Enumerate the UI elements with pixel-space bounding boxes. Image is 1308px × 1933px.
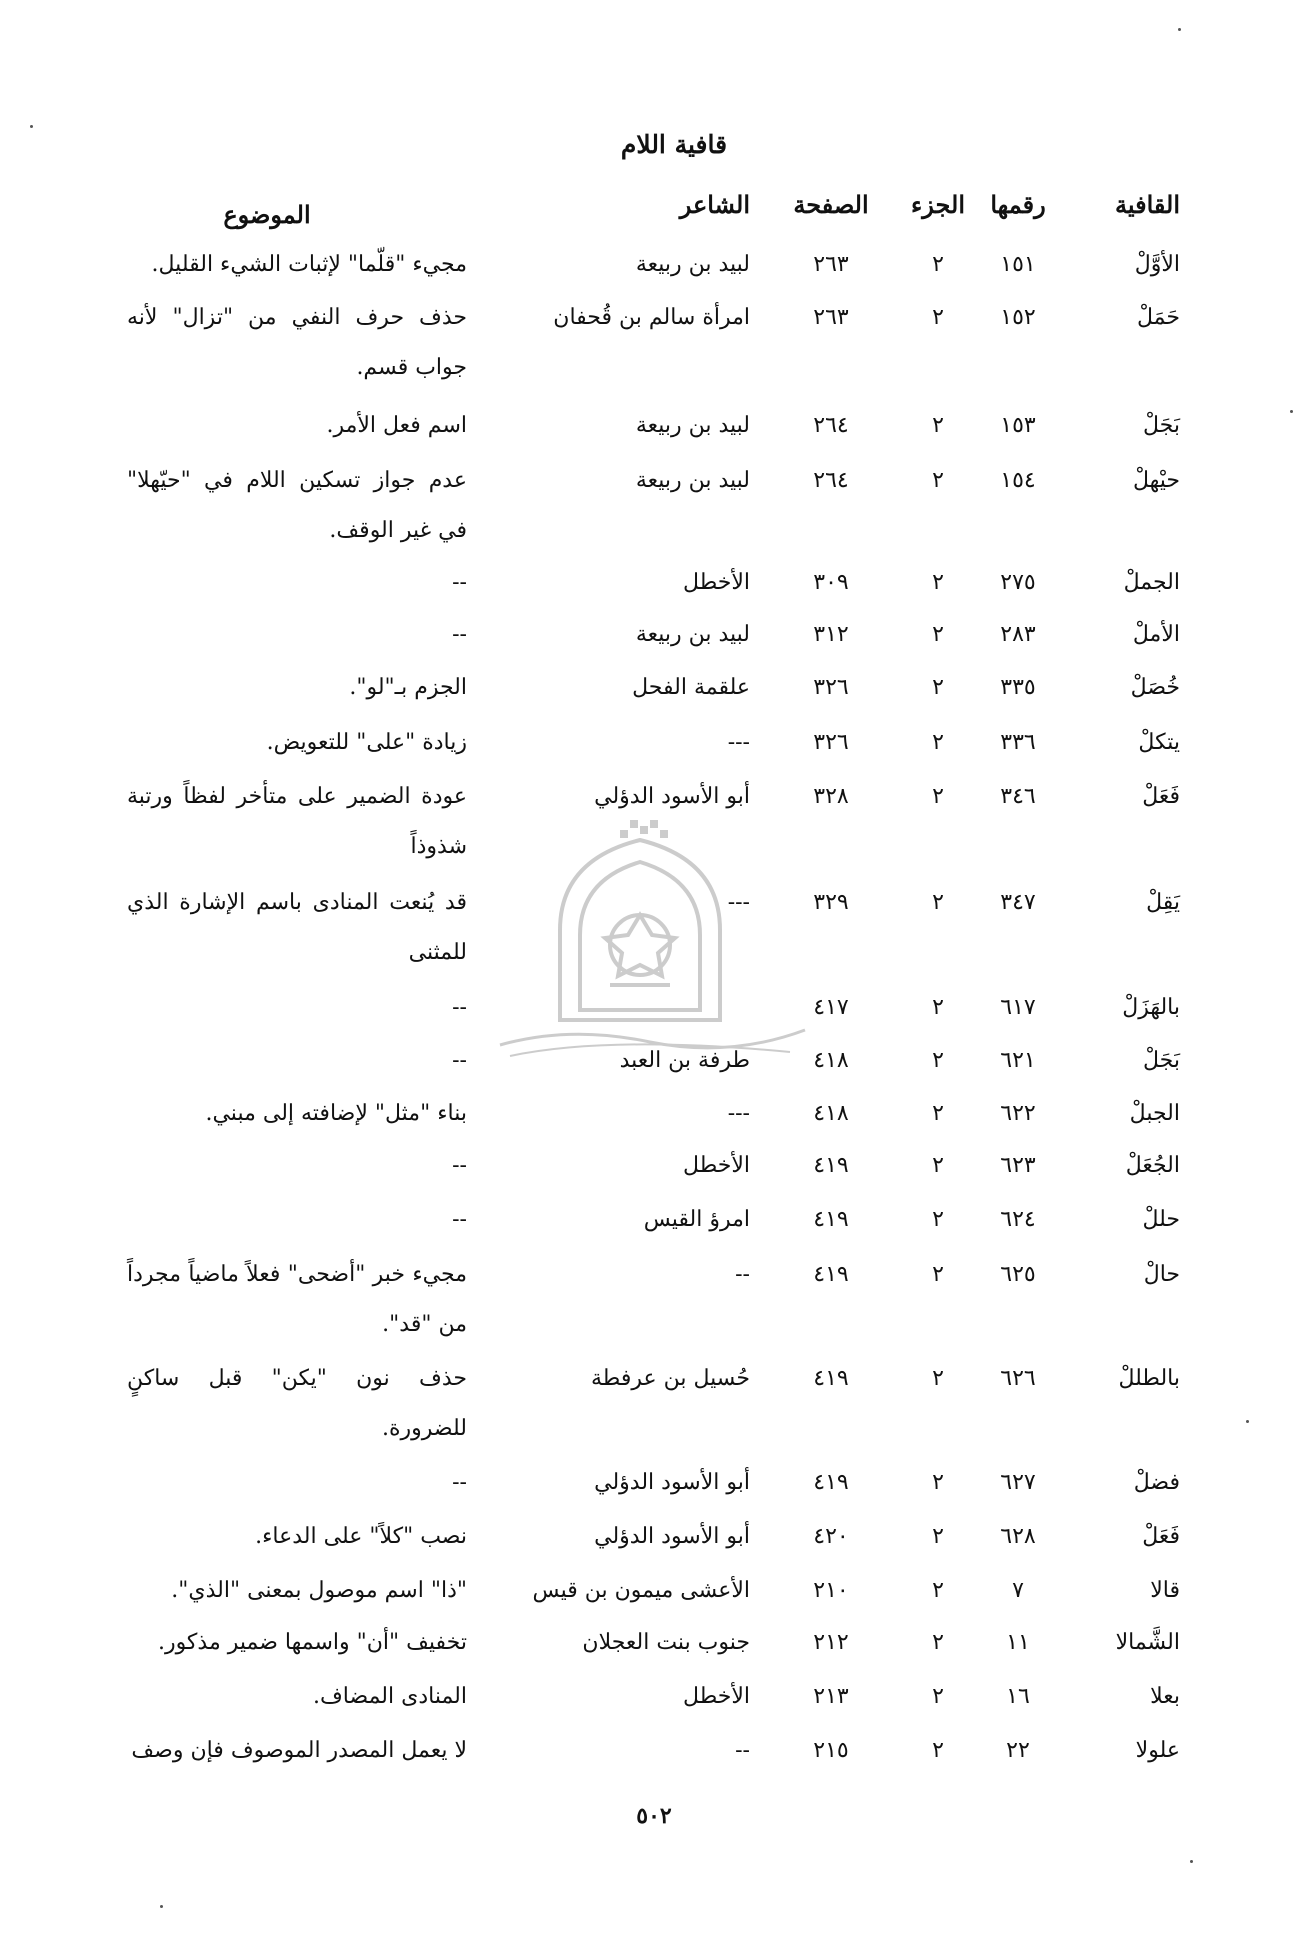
cell-number: ٦٢١: [1000, 1048, 1036, 1073]
cell-page: ٢١٢: [813, 1630, 849, 1655]
cell-topic: بناء "مثل" لإضافته إلى مبني.: [205, 1101, 467, 1126]
cell-topic: قد يُنعت المنادى باسم الإشارة الذي للمثنى: [127, 890, 467, 965]
cell-number: ١٥٣: [1000, 413, 1036, 438]
cell-poet: ---: [727, 1101, 750, 1126]
cell-rhyme: فَعَلْ: [1142, 1524, 1180, 1549]
cell-rhyme: قالا: [1150, 1578, 1180, 1603]
cell-page: ٢١٣: [813, 1684, 849, 1709]
header-part: الجزء: [911, 190, 965, 219]
cell-page: ٤١٧: [813, 995, 849, 1020]
cell-topic: تخفيف "أن" واسمها ضمير مذكور.: [157, 1630, 467, 1655]
cell-topic: "ذا" اسم موصول بمعنى "الذي".: [171, 1578, 467, 1603]
cell-page: ٣٢٦: [813, 675, 849, 700]
cell-page: ٢١٠: [813, 1578, 849, 1603]
cell-poet: امرأة سالم بن قُحفان: [553, 305, 750, 330]
cell-topic: --: [452, 1207, 467, 1232]
scan-speck: [1290, 410, 1293, 413]
cell-number: ٦٢٨: [1000, 1524, 1036, 1549]
cell-topic: --: [452, 570, 467, 595]
cell-page: ٢٦٤: [813, 468, 849, 493]
cell-number: ١٥٢: [1000, 305, 1036, 330]
cell-rhyme: يتكلْ: [1138, 730, 1180, 755]
scan-speck: [30, 125, 33, 128]
cell-topic: الجزم بـ"لو".: [349, 675, 467, 700]
header-rhyme: القافية: [1114, 190, 1180, 219]
cell-part: ٢: [932, 890, 944, 915]
cell-part: ٢: [932, 305, 944, 330]
cell-part: ٢: [932, 1101, 944, 1126]
cell-poet: حُسيل بن عرفطة: [590, 1366, 750, 1391]
cell-number: ١٥٤: [1000, 468, 1036, 493]
cell-number: ٦٢٣: [1000, 1153, 1036, 1178]
cell-poet: أبو الأسود الدؤلي: [594, 1470, 750, 1495]
cell-poet: ---: [727, 890, 750, 915]
cell-rhyme: حللْ: [1142, 1207, 1180, 1232]
cell-page: ٤١٩: [813, 1262, 849, 1287]
cell-poet: علقمة الفحل: [632, 675, 750, 700]
cell-poet: امرؤ القيس: [643, 1207, 750, 1232]
cell-topic: حذف نون "يكن" قبل ساكنٍ للضرورة.: [127, 1366, 467, 1441]
cell-part: ٢: [932, 1630, 944, 1655]
cell-rhyme: الجملْ: [1123, 570, 1180, 595]
cell-topic: --: [452, 995, 467, 1020]
cell-part: ٢: [932, 1470, 944, 1495]
cell-poet: الأخطل: [683, 1684, 750, 1709]
cell-topic: عدم جواز تسكين اللام في "حيّهلا" في غير الوقف.: [127, 468, 467, 543]
scan-speck: [1246, 1420, 1249, 1423]
cell-page: ٢٦٣: [813, 305, 849, 330]
cell-poet: ---: [727, 730, 750, 755]
cell-rhyme: بالطللْ: [1118, 1366, 1180, 1391]
header-poet: الشاعر: [679, 190, 750, 219]
header-topic: الموضوع: [223, 200, 311, 229]
cell-rhyme: الأملْ: [1132, 622, 1180, 647]
cell-topic: --: [452, 1470, 467, 1495]
cell-page: ٣٢٩: [813, 890, 849, 915]
cell-rhyme: بَجَلْ: [1143, 1048, 1180, 1073]
cell-page: ٣٢٦: [813, 730, 849, 755]
cell-page: ٣٠٩: [813, 570, 849, 595]
cell-topic: المنادى المضاف.: [313, 1684, 467, 1709]
cell-poet: --: [735, 1738, 750, 1763]
cell-number: ٣٣٦: [1000, 730, 1036, 755]
scan-speck: [160, 1905, 163, 1908]
cell-poet: لبيد بن ربيعة: [635, 468, 750, 493]
cell-page: ٤١٩: [813, 1366, 849, 1391]
cell-topic: نصب "كلاً" على الدعاء.: [255, 1524, 467, 1549]
page-number: ٥٠٢: [636, 1803, 672, 1829]
cell-poet: لبيد بن ربيعة: [635, 413, 750, 438]
cell-part: ٢: [932, 622, 944, 647]
scan-speck: [1190, 1860, 1193, 1863]
cell-rhyme: الشَّمالا: [1115, 1630, 1180, 1655]
cell-part: ٢: [932, 995, 944, 1020]
cell-number: ١٦: [1006, 1684, 1030, 1709]
cell-topic: حذف حرف النفي من "تزال" لأنه جواب قسم.: [127, 305, 467, 380]
cell-number: ٢٧٥: [1000, 570, 1036, 595]
cell-page: ٤١٩: [813, 1207, 849, 1232]
header-number: رقمها: [990, 190, 1046, 219]
cell-part: ٢: [932, 675, 944, 700]
cell-page: ٤١٨: [813, 1101, 849, 1126]
institution-watermark: [490, 820, 810, 1060]
cell-rhyme: يَقِلْ: [1146, 890, 1180, 915]
cell-part: ٢: [932, 413, 944, 438]
cell-rhyme: الجُعَلْ: [1125, 1153, 1180, 1178]
cell-part: ٢: [932, 1153, 944, 1178]
cell-number: ٢٨٣: [1000, 622, 1036, 647]
cell-part: ٢: [932, 1684, 944, 1709]
cell-number: ٣٤٦: [1000, 784, 1036, 809]
cell-topic: لا يعمل المصدر الموصوف فإن وصف: [131, 1738, 467, 1763]
cell-page: ٤١٩: [813, 1470, 849, 1495]
cell-part: ٢: [932, 1738, 944, 1763]
cell-part: ٢: [932, 1207, 944, 1232]
cell-rhyme: حيْهلْ: [1132, 468, 1180, 493]
cell-poet: أبو الأسود الدؤلي: [594, 1524, 750, 1549]
cell-part: ٢: [932, 1262, 944, 1287]
cell-rhyme: فَعَلْ: [1142, 784, 1180, 809]
cell-part: ٢: [932, 784, 944, 809]
cell-part: ٢: [932, 570, 944, 595]
cell-topic: --: [452, 622, 467, 647]
cell-rhyme: علولا: [1135, 1738, 1180, 1763]
page-title: قافية اللام: [620, 130, 728, 159]
cell-topic: مجيء "قلّما" لإثبات الشيء القليل.: [151, 252, 467, 277]
cell-poet: لبيد بن ربيعة: [635, 622, 750, 647]
cell-part: ٢: [932, 1366, 944, 1391]
cell-number: ٣٣٥: [1000, 675, 1036, 700]
cell-topic: --: [452, 1048, 467, 1073]
cell-number: ١١: [1006, 1630, 1030, 1655]
cell-number: ٦١٧: [1000, 995, 1036, 1020]
cell-part: ٢: [932, 730, 944, 755]
cell-poet: أبو الأسود الدؤلي: [594, 784, 750, 809]
cell-number: ١٥١: [1000, 252, 1036, 277]
cell-rhyme: بالهَزَلْ: [1122, 995, 1180, 1020]
header-page: الصفحة: [793, 190, 869, 219]
cell-rhyme: الأوَّلْ: [1134, 252, 1180, 277]
cell-part: ٢: [932, 1578, 944, 1603]
cell-number: ٢٢: [1006, 1738, 1030, 1763]
cell-poet: الأخطل: [683, 1153, 750, 1178]
cell-page: ٢١٥: [813, 1738, 849, 1763]
cell-topic: عودة الضمير على متأخر لفظاً ورتبة شذوذاً: [127, 784, 467, 859]
cell-rhyme: فضلْ: [1133, 1470, 1180, 1495]
cell-number: ٣٤٧: [1000, 890, 1036, 915]
cell-page: ٣٢٨: [813, 784, 849, 809]
cell-number: ٦٢٦: [1000, 1366, 1036, 1391]
cell-rhyme: خُصَلْ: [1130, 675, 1180, 700]
cell-rhyme: حالْ: [1143, 1262, 1180, 1287]
cell-page: ٤١٩: [813, 1153, 849, 1178]
cell-part: ٢: [932, 468, 944, 493]
cell-number: ٧: [1012, 1578, 1024, 1603]
cell-rhyme: بَجَلْ: [1143, 413, 1180, 438]
cell-number: ٦٢٧: [1000, 1470, 1036, 1495]
cell-part: ٢: [932, 252, 944, 277]
cell-poet: طرفة بن العبد: [619, 1048, 750, 1073]
cell-topic: --: [452, 1153, 467, 1178]
cell-topic: زيادة "على" للتعويض.: [266, 730, 467, 755]
cell-number: ٦٢٥: [1000, 1262, 1036, 1287]
cell-poet: --: [735, 1262, 750, 1287]
cell-topic: مجيء خبر "أضحى" فعلاً ماضياً مجرداً من "قد".: [127, 1262, 467, 1337]
cell-number: ٦٢٢: [1000, 1101, 1036, 1126]
cell-page: ٢٦٤: [813, 413, 849, 438]
cell-poet: لبيد بن ربيعة: [635, 252, 750, 277]
cell-page: ٤١٨: [813, 1048, 849, 1073]
cell-poet: الأخطل: [683, 570, 750, 595]
cell-poet: الأعشى ميمون بن قيس: [532, 1578, 750, 1603]
cell-rhyme: بعلا: [1150, 1684, 1180, 1709]
cell-page: ٢٦٣: [813, 252, 849, 277]
cell-page: ٣١٢: [813, 622, 849, 647]
cell-part: ٢: [932, 1048, 944, 1073]
cell-topic: اسم فعل الأمر.: [326, 413, 467, 438]
cell-rhyme: حَمَلْ: [1137, 305, 1180, 330]
cell-page: ٤٢٠: [813, 1524, 849, 1549]
scan-speck: [1178, 28, 1181, 31]
cell-number: ٦٢٤: [1000, 1207, 1036, 1232]
cell-rhyme: الجبلْ: [1129, 1101, 1180, 1126]
cell-poet: جنوب بنت العجلان: [582, 1630, 750, 1655]
cell-part: ٢: [932, 1524, 944, 1549]
